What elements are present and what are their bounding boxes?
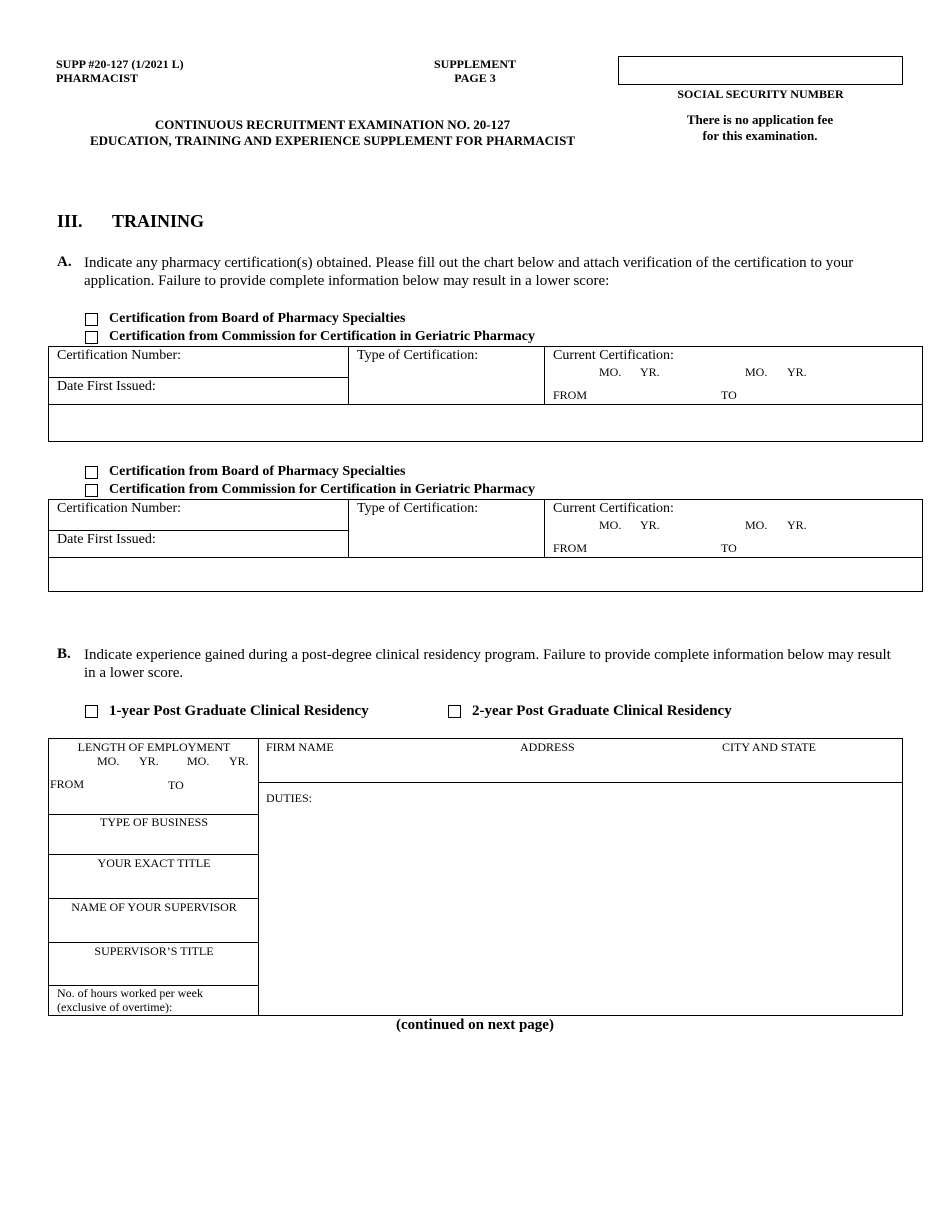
date-issued-field[interactable] [49,531,349,558]
from-label: FROM [50,777,85,791]
duties-field[interactable] [259,783,902,1015]
mo-label: MO. [97,754,120,768]
part-a-instructions: Indicate any pharmacy certification(s) obtained. Please fill out the chart below and attach verification of the certification to your application. Failure to provide complete information below may result in a lower score: [84,255,854,289]
section-number: III. [57,211,83,231]
to-label: TO [168,778,184,792]
exam-title-line1: CONTINUOUS RECRUITMENT EXAMINATION NO. 20-127 [154,117,511,132]
mo-label: MO. [599,518,622,532]
exact-title-field[interactable] [49,855,259,899]
ssn-label: SOCIAL SECURITY NUMBER [677,87,844,101]
cert-type-field[interactable] [349,500,545,558]
address-label: ADDRESS [520,740,575,754]
yr-label: YR. [640,365,660,379]
cert-type-field[interactable] [349,347,545,405]
business-type-field[interactable] [49,815,259,855]
yr-label: YR. [229,754,249,768]
cert-option-bps-2[interactable] [85,464,405,480]
cert-option-ccgp-1[interactable] [85,329,535,345]
part-b-instructions: Indicate experience gained during a post-degree clinical residency program. Failure to provide complete information below may result in a lower score. [84,647,891,681]
mo-label: MO. [745,365,768,379]
section-title: TRAINING [112,211,205,231]
checkbox-icon[interactable] [85,484,98,497]
part-b-letter: B. [57,646,71,662]
checkbox-icon[interactable] [85,705,98,718]
residency-table [48,738,903,1016]
employment-length-label: LENGTH OF EMPLOYMENT [77,740,231,754]
position-title: PHARMACIST [56,71,139,85]
to-label: TO [721,541,737,555]
current-cert-label: Current Certification: [553,348,674,363]
duties-label: DUTIES: [266,791,312,805]
cert-number-field[interactable] [49,347,349,378]
mo-label: MO. [599,365,622,379]
hours-worked-label: No. of hours worked per week [57,986,203,1000]
residency-1yr-label: 1-year Post Graduate Clinical Residency [109,703,369,719]
page-number: PAGE 3 [454,71,496,85]
mo-label: MO. [745,518,768,532]
supplement-label: SUPPLEMENT [433,57,516,71]
cert-number-label: Certification Number: [57,501,182,516]
cert-table-1 [48,346,923,442]
continued-note: (continued on next page) [396,1017,554,1033]
residency-2yr-option[interactable] [448,703,732,720]
cert-table-2 [48,499,923,592]
fee-note-line2: for this examination. [702,128,818,143]
current-cert-label: Current Certification: [553,501,674,516]
checkbox-icon[interactable] [85,466,98,479]
employment-length-field[interactable] [49,739,259,815]
supervisor-name-label: NAME OF YOUR SUPERVISOR [71,900,237,914]
from-label: FROM [553,541,588,555]
fee-note-line1: There is no application fee [686,112,834,127]
exam-title-line2: EDUCATION, TRAINING AND EXPERIENCE SUPPLEMENT FOR PHARMACIST [89,133,576,148]
supervisor-name-field[interactable] [49,899,259,943]
firm-info-field[interactable] [259,739,902,783]
from-label: FROM [553,388,588,402]
checkbox-icon[interactable] [448,705,461,718]
cert-number-field[interactable] [49,500,349,531]
exact-title-label: YOUR EXACT TITLE [97,856,211,870]
business-type-label: TYPE OF BUSINESS [99,815,209,829]
checkbox-icon[interactable] [85,331,98,344]
yr-label: YR. [640,518,660,532]
cert-option-label: Certification from Board of Pharmacy Specialties [109,464,406,479]
cert-option-label: Certification from Commission for Certification in Geriatric Pharmacy [109,329,535,344]
part-a-letter: A. [57,254,72,270]
residency-1yr-option[interactable] [85,703,369,720]
supervisor-title-label: SUPERVISOR’S TITLE [94,944,214,958]
to-label: TO [721,388,737,402]
residency-2yr-label: 2-year Post Graduate Clinical Residency [472,703,732,719]
date-issued-label: Date First Issued: [57,379,156,394]
yr-label: YR. [139,754,159,768]
current-cert-field[interactable] [545,500,922,558]
supervisor-title-field[interactable] [49,943,259,986]
cert-type-label: Type of Certification: [357,348,479,363]
hours-worked-field[interactable] [49,986,259,1015]
yr-label: YR. [787,365,807,379]
cert-notes-field-2[interactable] [49,558,922,591]
city-state-label: CITY AND STATE [722,740,816,754]
cert-option-ccgp-2[interactable] [85,482,535,498]
cert-notes-field-1[interactable] [49,405,922,441]
cert-option-bps-1[interactable] [85,311,405,327]
mo-label: MO. [187,754,210,768]
ssn-input[interactable] [618,56,903,85]
date-issued-label: Date First Issued: [57,532,156,547]
firm-name-label: FIRM NAME [266,740,334,754]
date-issued-field[interactable] [49,378,349,405]
form-code: SUPP #20-127 (1/2021 L) [56,57,184,71]
cert-number-label: Certification Number: [57,348,182,363]
cert-type-label: Type of Certification: [357,501,479,516]
hours-worked-note: (exclusive of overtime): [57,1000,173,1014]
cert-option-label: Certification from Board of Pharmacy Specialties [109,311,406,326]
yr-label: YR. [787,518,807,532]
cert-option-label: Certification from Commission for Certification in Geriatric Pharmacy [109,482,535,497]
checkbox-icon[interactable] [85,313,98,326]
current-cert-field[interactable] [545,347,922,405]
